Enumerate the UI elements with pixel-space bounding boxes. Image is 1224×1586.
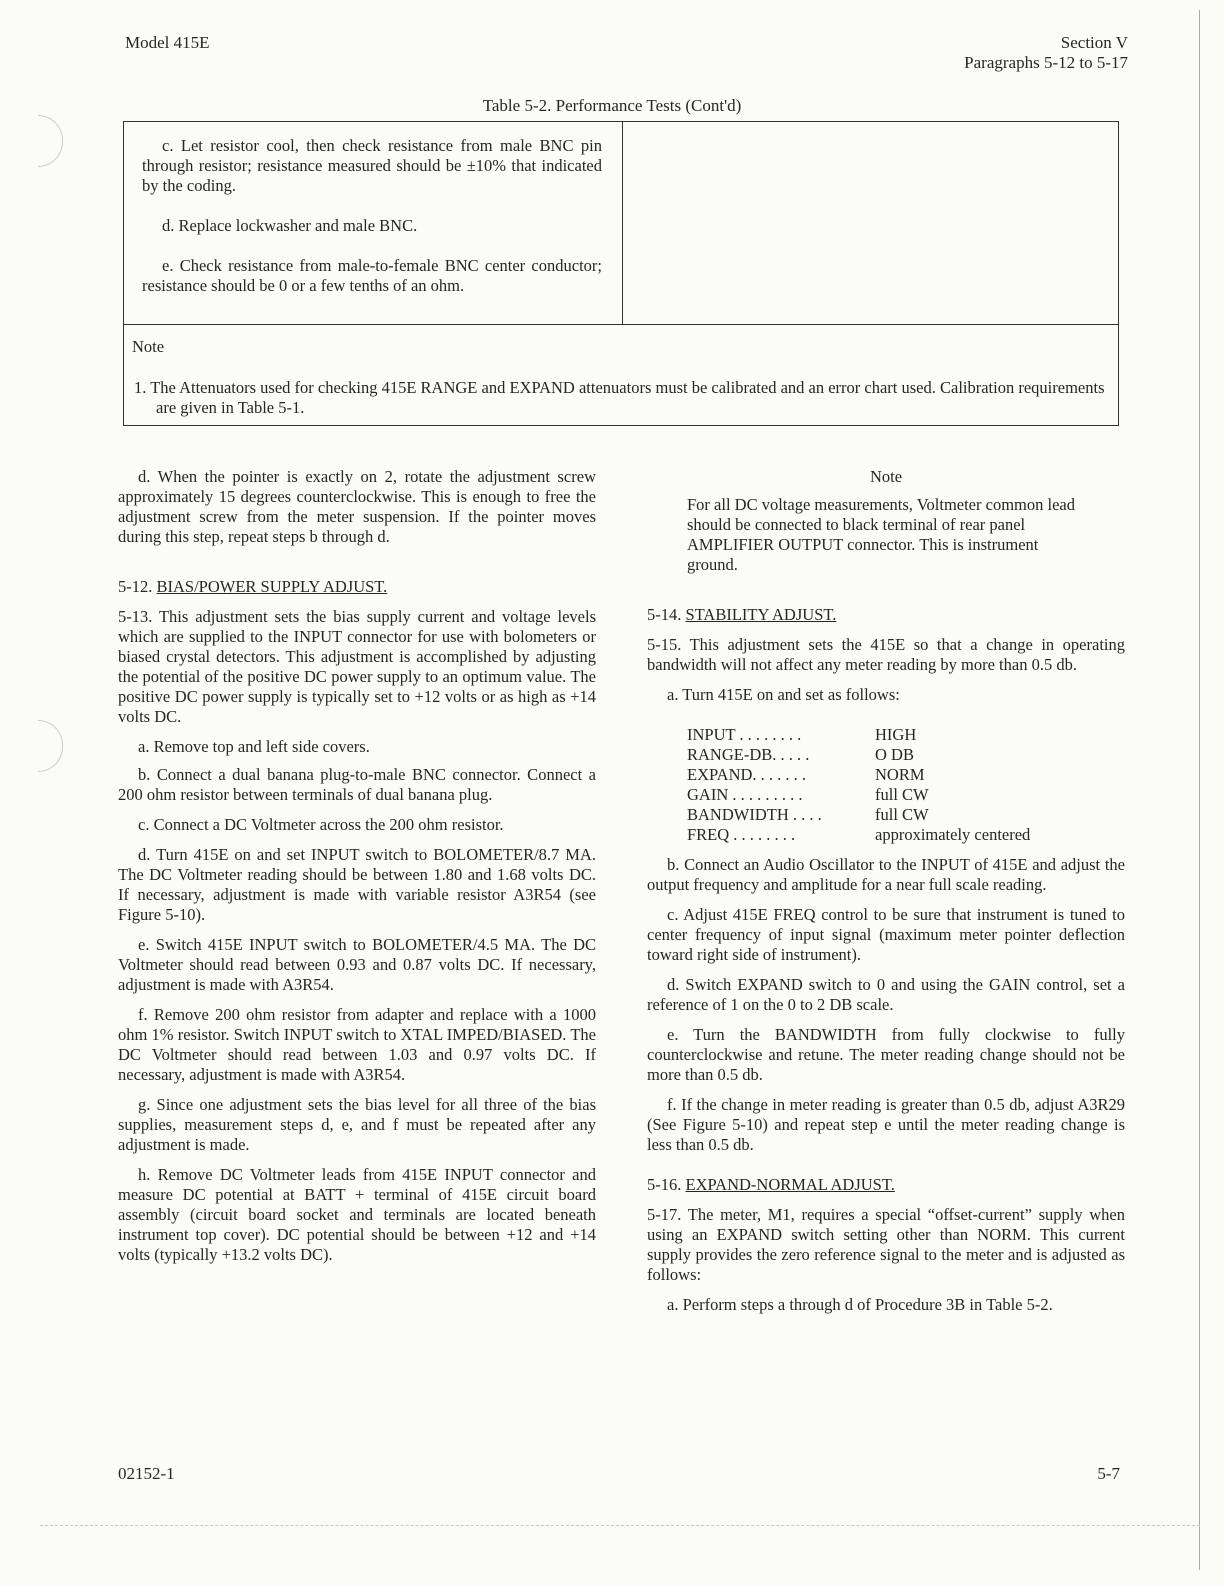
bias-step-c: c. Connect a DC Voltmeter across the 200 ohm resistor. bbox=[138, 815, 504, 834]
settings-row bbox=[687, 765, 1030, 785]
setting-value: full CW bbox=[875, 785, 929, 804]
table-note-label: Note bbox=[132, 337, 165, 356]
bias-step-e: e. Switch 415E INPUT switch to BOLOMETER/4.5 MA. The DC Voltmeter should read between 0.93 and 0.87 volts DC. If necessary, adjustment is made with A3R54. bbox=[118, 935, 596, 994]
table-divider bbox=[124, 324, 1118, 325]
paragraph-5-13: 5-13. This adjustment sets the bias supply current and voltage levels which are supplied to the INPUT connector for use with bolometers or biased crystal detectors. This adjustment is accomplished by adjusting the potential of the positive DC power supply to an optimum value. The positive DC power supply is typically set to +12 volts or as high as +14 volts DC. bbox=[118, 607, 596, 726]
table-step-c: c. Let resistor cool, then check resistance from male BNC pin through resistor; resistance measured should be ±10% that indicated by the coding. bbox=[142, 136, 602, 195]
expand-step-a: a. Perform steps a through d of Procedure 3B in Table 5-2. bbox=[667, 1295, 1053, 1314]
table-step-e: e. Check resistance from male-to-female BNC center conductor; resistance should be 0 or a few tenths of an ohm. bbox=[142, 256, 602, 295]
bias-step-a: a. Remove top and left side covers. bbox=[138, 737, 370, 756]
section-label: Section V bbox=[1060, 33, 1128, 52]
table-steps-cell bbox=[124, 122, 623, 324]
stability-step-f: f. If the change in meter reading is greater than 0.5 db, adjust A3R29 (See Figure 5-10) and repeat step e until the meter reading change is less than 0.5 db. bbox=[647, 1095, 1125, 1154]
settings-table bbox=[687, 725, 1030, 845]
paragraph-5-17: 5-17. The meter, M1, requires a special “offset-current” supply when using an EXPAND switch setting other than NORM. This current supply provides the zero reference signal to the meter and is adjusted as follows: bbox=[647, 1205, 1125, 1284]
table-title: Table 5-2. Performance Tests (Cont'd) bbox=[482, 96, 742, 115]
model-label: Model 415E bbox=[125, 33, 210, 52]
heading-5-12 bbox=[118, 577, 596, 597]
heading-title: BIAS/POWER SUPPLY ADJUST. bbox=[156, 577, 388, 596]
heading-number: 5-16. bbox=[647, 1175, 682, 1194]
stability-step-e: e. Turn the BANDWIDTH from fully clockwise to fully counterclockwise and retune. The meter reading change should not be more than 0.5 db. bbox=[647, 1025, 1125, 1084]
bias-step-d: d. Turn 415E on and set INPUT switch to BOLOMETER/8.7 MA. The DC Voltmeter reading should be between 1.80 and 1.68 volts DC. If necessary, adjustment is made with variable resistor A3R54 (see Figure 5-10). bbox=[118, 845, 596, 924]
punch-hole-mark bbox=[38, 115, 63, 167]
punch-hole-mark bbox=[38, 720, 63, 772]
settings-row bbox=[687, 785, 1030, 805]
stability-step-a: a. Turn 415E on and set as follows: bbox=[667, 685, 900, 704]
paragraphs-label: Paragraphs 5-12 to 5-17 bbox=[964, 53, 1128, 72]
setting-value: O DB bbox=[875, 745, 914, 764]
stability-step-d: d. Switch EXPAND switch to 0 and using the GAIN control, set a reference of 1 on the 0 to 2 DB scale. bbox=[647, 975, 1125, 1014]
heading-number: 5-14. bbox=[647, 605, 682, 624]
heading-5-16 bbox=[647, 1175, 1125, 1195]
document-number: 02152-1 bbox=[118, 1464, 175, 1483]
section-header bbox=[964, 33, 1128, 73]
setting-name: GAIN . . . . . . . . . bbox=[687, 785, 803, 804]
heading-title: STABILITY ADJUST. bbox=[685, 605, 837, 624]
heading-number: 5-12. bbox=[118, 577, 153, 596]
settings-row bbox=[687, 805, 1030, 825]
setting-value: HIGH bbox=[875, 725, 917, 744]
performance-tests-table bbox=[123, 121, 1119, 426]
step-d-intro: d. When the pointer is exactly on 2, rotate the adjustment screw approximately 15 degrees counterclockwise. This is enough to free the adjustment screw from the meter suspension. If the pointer moves during this step, repeat steps b through d. bbox=[118, 467, 596, 546]
setting-value: NORM bbox=[875, 765, 925, 784]
heading-5-14 bbox=[647, 605, 1125, 625]
heading-title: EXPAND-NORMAL ADJUST. bbox=[685, 1175, 895, 1194]
setting-name: RANGE-DB. . . . . bbox=[687, 745, 810, 764]
table-step-d: d. Replace lockwasher and male BNC. bbox=[162, 216, 418, 235]
settings-row bbox=[687, 825, 1030, 845]
paragraph-5-15: 5-15. This adjustment sets the 415E so that a change in operating bandwidth will not affect any meter reading by more than 0.5 db. bbox=[647, 635, 1125, 674]
scan-bottom-line bbox=[40, 1525, 1200, 1526]
bias-step-h: h. Remove DC Voltmeter leads from 415E INPUT connector and measure DC potential at BATT + terminal of 415E circuit board assembly (circuit board socket and terminals are located beneath instrument top cover). DC potential should be between +12 and +14 volts (typically +13.2 volts DC). bbox=[118, 1165, 596, 1264]
settings-row bbox=[687, 745, 1030, 765]
settings-row bbox=[687, 725, 1030, 745]
scan-edge-line bbox=[1199, 10, 1200, 1570]
bias-step-b: b. Connect a dual banana plug-to-male BNC connector. Connect a 200 ohm resistor between terminals of dual banana plug. bbox=[118, 765, 596, 804]
note-text: For all DC voltage measurements, Voltmeter common lead should be connected to black terminal of rear panel AMPLIFIER OUTPUT connector. This is instrument ground. bbox=[687, 495, 1075, 574]
setting-value: full CW bbox=[875, 805, 929, 824]
left-column bbox=[118, 467, 596, 1265]
setting-name: INPUT . . . . . . . . bbox=[687, 725, 802, 744]
setting-name: FREQ . . . . . . . . bbox=[687, 825, 796, 844]
page-number: 5-7 bbox=[1097, 1464, 1120, 1483]
setting-name: EXPAND. . . . . . . bbox=[687, 765, 807, 784]
stability-step-b: b. Connect an Audio Oscillator to the INPUT of 415E and adjust the output frequency and amplitude for a near full scale reading. bbox=[647, 855, 1125, 894]
bias-step-f: f. Remove 200 ohm resistor from adapter and replace with a 1000 ohm 1% resistor. Switch INPUT switch to XTAL IMPED/BIASED. The DC Voltmeter should read between 1.03 and 0.97 volts DC. If necessary, adjustment is made with A3R54. bbox=[118, 1005, 596, 1084]
note-label: Note bbox=[869, 467, 903, 486]
bias-step-g: g. Since one adjustment sets the bias level for all three of the bias supplies, measurement steps d, e, and f must be repeated after any adjustment is made. bbox=[118, 1095, 596, 1154]
setting-value: approximately centered bbox=[875, 825, 1031, 844]
setting-name: BANDWIDTH . . . . bbox=[687, 805, 822, 824]
table-note-item: 1. The Attenuators used for checking 415E RANGE and EXPAND attenuators must be calibrated and an error chart used. Calibration requirements are given in Table 5-1. bbox=[134, 378, 1105, 417]
stability-step-c: c. Adjust 415E FREQ control to be sure that instrument is tuned to center frequency of input signal (maximum meter pointer deflection toward right side of instrument). bbox=[647, 905, 1125, 964]
right-column bbox=[647, 467, 1125, 1315]
